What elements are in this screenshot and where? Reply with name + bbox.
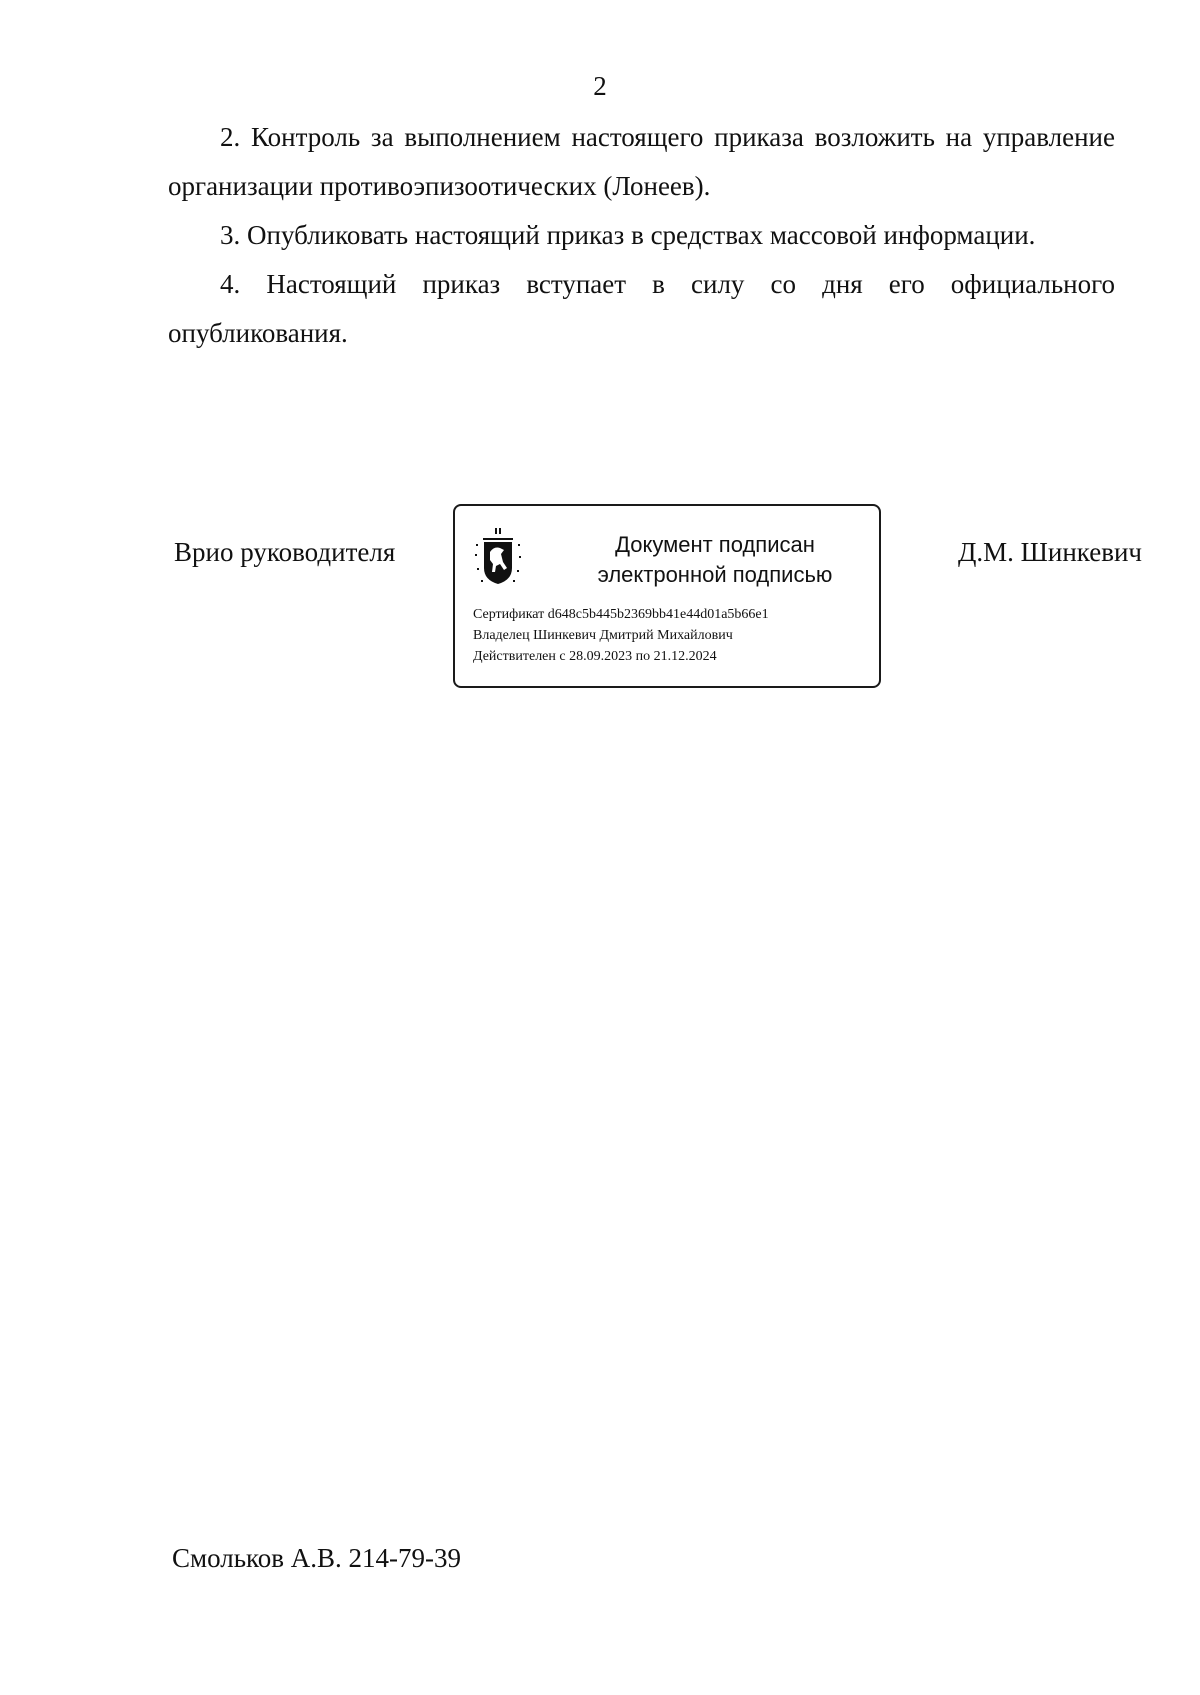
order-paragraph-2: 2. Контроль за выполнением настоящего приказа возложить на управление организации противоэпизоотических (Лонеев). xyxy=(168,122,1115,201)
stamp-title xyxy=(565,530,865,590)
order-paragraph-4-block xyxy=(168,260,1115,358)
electronic-signature-stamp xyxy=(453,504,881,688)
stamp-title-line-2: электронной подписью xyxy=(597,562,833,587)
order-paragraph-4: 4. Настоящий приказ вступает в силу со дня его официального опубликования. xyxy=(168,269,1115,348)
page-number: 2 xyxy=(593,71,607,101)
coat-of-arms-icon xyxy=(473,528,523,588)
signatory-name: Д.М. Шинкевич xyxy=(957,537,1142,567)
order-paragraph-3: 3. Опубликовать настоящий приказ в средствах массовой информации. xyxy=(220,220,1036,250)
signatory-position: Врио руководителя xyxy=(174,537,396,567)
stamp-details xyxy=(473,604,769,667)
certificate-validity: Действителен с 28.09.2023 по 21.12.2024 xyxy=(473,649,717,664)
stamp-title-line-1: Документ подписан xyxy=(615,532,815,557)
order-paragraph-2-block xyxy=(168,113,1115,211)
certificate-owner: Владелец Шинкевич Дмитрий Михайлович xyxy=(473,628,733,643)
certificate-number: Сертификат d648c5b445b2369bb41e44d01a5b66e1 xyxy=(473,607,769,622)
executor-contact: Смольков А.В. 214-79-39 xyxy=(172,1543,462,1573)
order-paragraph-3-block xyxy=(168,211,1115,260)
